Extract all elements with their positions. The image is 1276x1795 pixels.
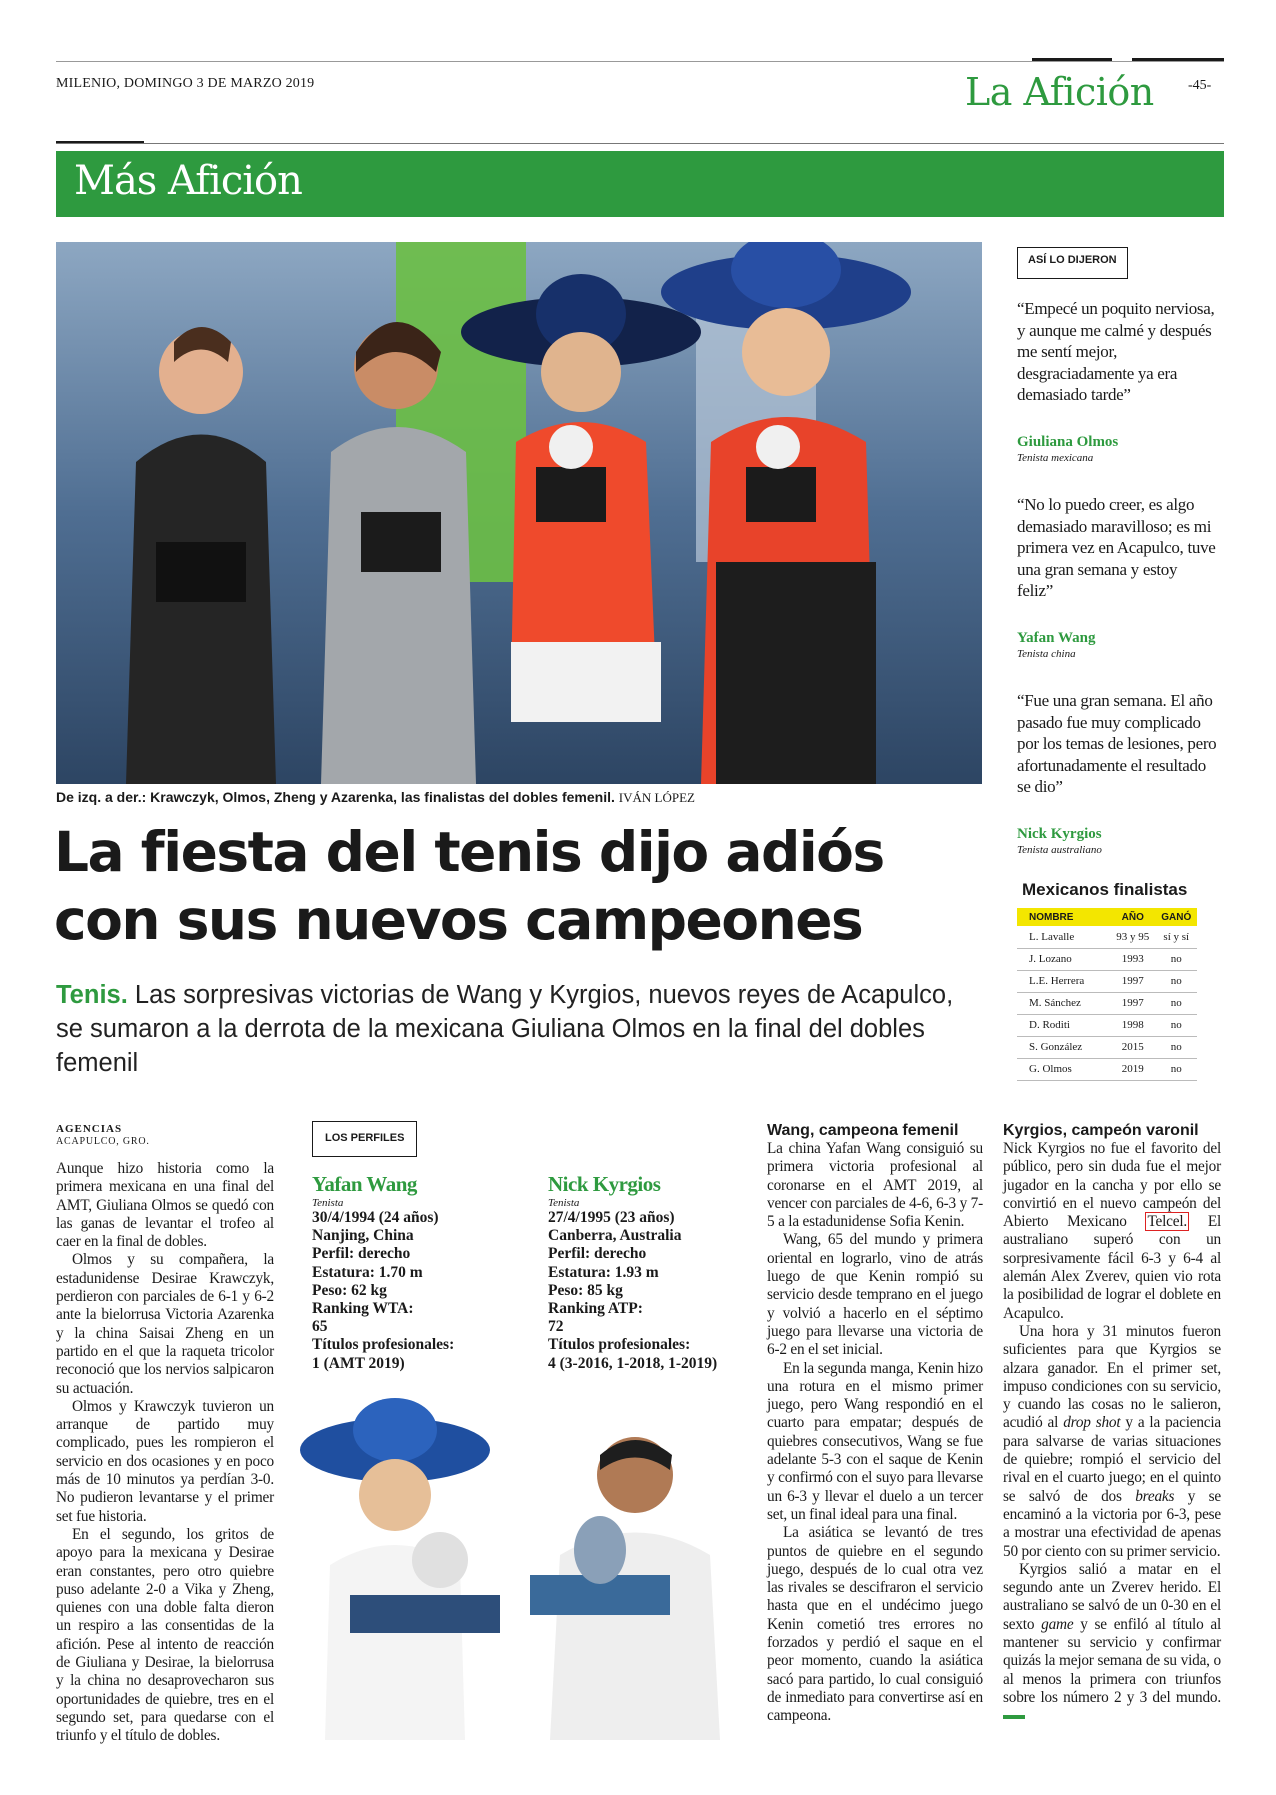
headline [54,818,984,954]
profile-city: Canberra, Australia [548,1227,682,1245]
text-run: y se enfiló al título al mantener su servicio y confirmar quizás la mejor semana de su vida, o al menos la primera con triunfos sobre los número 2 y 3 del mundo. [1003,1615,1222,1706]
deck [56,978,986,1080]
podium-photo-illustration [56,242,982,784]
champions-illustration [290,1395,760,1740]
table-cell: J. Lozano [1017,948,1110,970]
paragraph: Wang, 65 del mundo y primera oriental en lograrlo, vino de atrás luego de que Kenin rompió su servicio desde temprano en el juego y volvió a hacerlo en el séptimo juego para llevarse una victoria de 6-2 en el set inicial. [767,1231,983,1359]
paragraph [1003,1561,1221,1726]
quotes-badge: ASÍ LO DIJERON [1017,247,1128,279]
table-cell: G. Olmos [1017,1058,1110,1080]
profile-kyrgios [548,1172,758,1373]
profile-titles-label: Títulos profesionales: [548,1336,691,1354]
dateline-place: ACAPULCO, GRO. [56,1136,150,1147]
table-cell: 2019 [1110,1058,1156,1080]
profile-wang [312,1172,512,1373]
quote-author: Giuliana Olmos [1017,434,1119,450]
finalists-table [1017,908,1197,1081]
section-rule [56,143,1224,144]
profile-height: Estatura: 1.93 m [548,1263,659,1281]
table-cell: 1997 [1110,970,1156,992]
paragraph: La asiática se levantó de tres puntos de quiebre en el segundo juego, después de lo cual otra vez las rivales se descifraron el servicio hasta que en el undécimo juego Kenin cometió tres errores no forzados y perdió el saque en el peor momento, cuando la asiática sacó para partido, lo cual consiguió de inmediato para convertirse así en campeona. [767,1524,983,1725]
table-cell: S. González [1017,1036,1110,1058]
paragraph: Olmos y Krawczyk tuvieron un arranque de partido muy complicado, pues les rompieron el servicio en dos ocasiones y en poco más de 10 minutos ya perdían 3-0. No pudieron levantarse y el primer set fue historia. [56,1397,274,1525]
article-column-3 [767,1140,983,1726]
table-header-row [1017,908,1197,926]
quote-text: “No lo puedo creer, es algo demasiado maravilloso; es mi primera vez en Acapulco, tuve una gran semana y estoy feliz” [1017,495,1216,600]
quote-author: Yafan Wang [1017,630,1096,646]
profile-height: Estatura: 1.70 m [312,1263,423,1281]
article-column-1 [56,1160,274,1746]
table-header: AÑO [1110,908,1156,926]
table-title: Mexicanos finalistas [1022,880,1188,899]
profile-city: Nanjing, China [312,1227,414,1245]
caption-text: De izq. a der.: Krawczyk, Olmos, Zheng y Azarenka, las finalistas del dobles femenil. [56,789,615,805]
table-row [1017,992,1197,1014]
table-row [1017,1036,1197,1058]
table-cell: no [1156,1058,1197,1080]
paragraph [1003,1140,1221,1323]
table-cell: M. Sánchez [1017,992,1110,1014]
paragraph: En la segunda manga, Kenin hizo una rotura en el mismo primer juego, pero Wang respondió en el cuarto para empatar; después de quiebres consecutivos, Wang se fue adelante 5-3 con el saque de Kenin y confirmó con el suyo para llevarse un 6-3 y llevar el duelo a un tercer set, un final ideal para una final. [767,1359,983,1523]
table-cell: 93 y 95 [1110,926,1156,948]
paragraph: En el segundo, los gritos de apoyo para la mexicana y Desirae eran constantes, pero otro quiebre puso adelante 2-0 a Vika y Zheng, quienes con una doble falta dieron un respiro a las consentidas de la afición. Pese al intento de reacción de Giuliana y Desirae, la bielorrusa y la china no desaprovecharon sus oportunidades de quiebre, tres en el segundo set, para quedarse con el triunfo y el título de dobles. [56,1525,274,1745]
paragraph: La china Yafan Wang consiguió su primera victoria profesional al coronarse en el AMT 2019, al vencer con parciales de 4-6, 6-3 y 7-5 a la estadunidense Sofia Kenin. [767,1140,984,1231]
headline-line: La fiesta del tenis dijo adiós [54,820,884,884]
quote-author-role: Tenista australiano [1017,844,1102,856]
text-run: y a la paciencia para salvarse de varias situaciones de quiebre; rompió el servicio del rival en el cuarto juego; en el quinto se salvó de dos [1003,1414,1222,1505]
table-cell: D. Roditi [1017,1014,1110,1036]
table-cell: 1998 [1110,1014,1156,1036]
quote-author-role: Tenista china [1017,648,1076,660]
dateline: MILENIO, DOMINGO 3 DE MARZO 2019 [56,76,315,91]
profile-rank: 72 [548,1318,564,1336]
profile-titles: 4 (3-2016, 1-2018, 1-2019) [548,1354,718,1372]
photo-credit: IVÁN LÓPEZ [618,790,695,805]
table-cell: no [1156,948,1197,970]
table-row [1017,970,1197,992]
profile-birth: 27/4/1995 (23 años) [548,1209,675,1226]
brand-logo: La Afición [965,70,1154,114]
italic-term: drop shot [1063,1414,1121,1432]
italic-term: breaks [1135,1487,1175,1505]
table-cell: no [1156,992,1197,1014]
profile-weight: Peso: 85 kg [548,1281,623,1299]
top-rule [56,61,1224,62]
main-photo [56,242,982,784]
table-row [1017,1014,1197,1036]
column-heading: Kyrgios, campeón varonil [1003,1122,1199,1139]
quote-text: “Fue una gran semana. El año pasado fue muy complicado por los temas de lesiones, pero afortunadamente el resultado se dio” [1017,691,1217,796]
table-cell: no [1156,970,1197,992]
paragraph: Olmos y su compañera, la estadunidense Desirae Krawczyk, perdieron con parciales de 6-1 y 6-2 ante la bielorrusa Victoria Azarenka y la china Saisai Zheng en un partido en el que la raqueta tricolor reconoció que los nervios salpicaron su actuación. [56,1251,274,1397]
table-cell: sí y sí [1156,926,1197,948]
text-run: y se encaminó a la victoria por 6-3, pese a mostrar una efectividad de apenas 50 por ciento con su primer servicio. [1003,1487,1222,1560]
profile-rank-label: Ranking ATP: [548,1300,643,1318]
table-cell: L. Lavalle [1017,926,1110,948]
profile-details [548,1209,758,1373]
top-rule-accent [1032,58,1112,61]
profile-weight: Peso: 62 kg [312,1281,387,1299]
quote-author-role: Tenista mexicana [1017,452,1094,464]
profile-birth: 30/4/1994 (24 años) [312,1209,439,1226]
text-run: Una hora y 31 minutos fueron suficientes para que Kyrgios se alzara ganador. En el primer set, impuso condiciones con su servicio, y cuando las cosas no le salieron, acudió al [1003,1322,1221,1432]
top-rule-accent [1132,58,1224,61]
champions-cutout-photo [290,1395,760,1740]
profile-role: Tenista [312,1197,344,1209]
photo-caption [56,789,695,806]
profiles-badge: LOS PERFILES [312,1121,417,1157]
byline: AGENCIAS [56,1123,123,1135]
paragraph [1003,1323,1221,1561]
table-header: GANÓ [1156,908,1197,926]
table-cell: no [1156,1014,1197,1036]
text-run: Kyrgios salió a matar en el segundo ante un Zverev herido. El australiano se salvó de un 0-30 en el sexto [1003,1560,1221,1633]
table-row [1017,926,1197,948]
italic-term: game [1041,1615,1074,1633]
text-run: El australiano superó con un sorpresivamente fácil 6-3 y 6-4 al alemán Alex Zverev, quien vio rota la posibilidad de lograr el doblete en Acapulco. [1003,1213,1222,1322]
table-header: NOMBRE [1017,908,1110,926]
profile-hand: Perfil: derecho [312,1245,411,1263]
deck-text: Las sorpresivas victorias de Wang y Kyrgios, nuevos reyes de Acapulco, se sumaron a la derrota de la mexicana Giuliana Olmos en la final del dobles femenil [56,981,954,1077]
table-cell: 1993 [1110,948,1156,970]
column-heading: Wang, campeona femenil [767,1122,959,1139]
section-title: Más Afición [74,158,302,204]
profile-rank-label: Ranking WTA: [312,1300,414,1318]
table-row [1017,948,1197,970]
profile-titles: 1 (AMT 2019) [312,1354,405,1372]
profile-hand: Perfil: derecho [548,1245,647,1263]
profile-titles-label: Títulos profesionales: [312,1336,455,1354]
quote-text: “Empecé un poquito nerviosa, y aunque me calmé y después me sentí mejor, desgraciadamente ya era demasiado tarde” [1017,299,1215,404]
article-column-4 [1003,1140,1221,1726]
profile-details [312,1209,512,1373]
table-cell: L.E. Herrera [1017,970,1110,992]
table-row [1017,1058,1197,1080]
paragraph: Aunque hizo historia como la primera mexicana en una final del AMT, Giuliana Olmos se quedó con las ganas de levantar el trofeo al caer en la final de dobles. [56,1160,274,1251]
text-run: Nick Kyrgios no fue el favorito del público, pero sin duda fue el mejor jugador en la cancha y por ello se convirtió en el nuevo campeón del Abierto Mexicano [1003,1140,1221,1231]
quote-author: Nick Kyrgios [1017,826,1102,842]
profile-name: Nick Kyrgios [548,1172,661,1196]
telcel-highlight: Telcel. [1147,1213,1188,1231]
profile-name: Yafan Wang [312,1172,417,1196]
table-cell: 1997 [1110,992,1156,1014]
profile-rank: 65 [312,1318,328,1336]
profile-role: Tenista [548,1197,580,1209]
page-number: -45- [1188,78,1212,93]
headline-line: con sus nuevos campeones [54,888,863,952]
table-cell: 2015 [1110,1036,1156,1058]
table-cell: no [1156,1036,1197,1058]
deck-kicker: Tenis. [56,981,128,1009]
end-mark [1003,1715,1025,1719]
